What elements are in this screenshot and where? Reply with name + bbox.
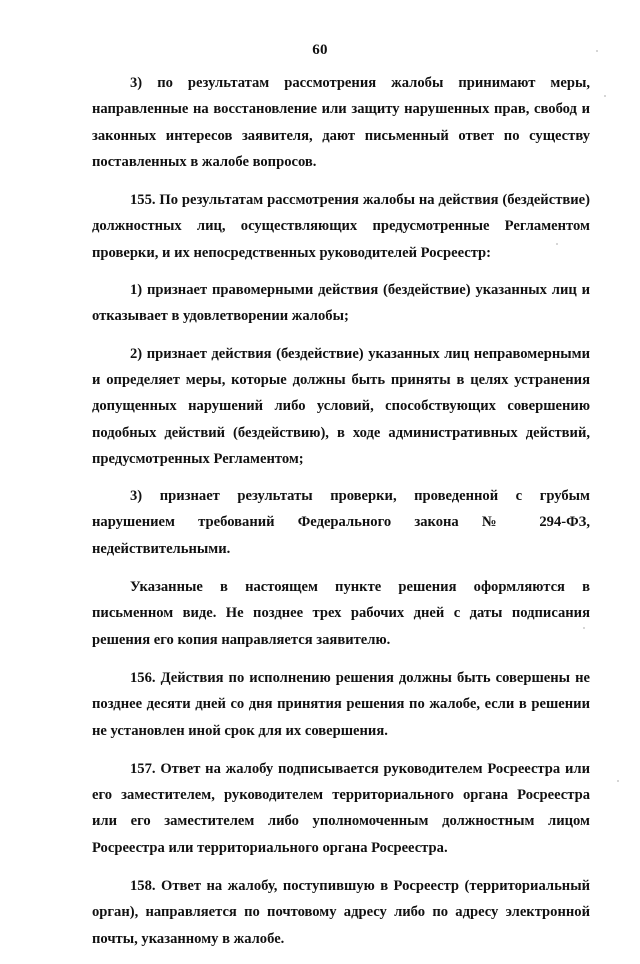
paragraph-155-item-3: 3) признает результаты проверки, проведенной с грубым нарушением требований Федерального закона № 294-ФЗ, недействительными. <box>92 488 590 557</box>
scan-speck <box>604 95 606 97</box>
paragraph-155: 155. По результатам рассмотрения жалобы на действия (бездействие) должностных лиц, осуществляющих предусмотренные Регламентом проверки, и их непосредственных руководителей Росреестр: <box>92 192 590 261</box>
paragraph-3-measures: 3) по результатам рассмотрения жалобы принимают меры, направленные на восстановление или защиту нарушенных прав, свобод и законных интересов заявителя, дают письменный ответ по существу поставленных в жалобе вопросов. <box>92 75 590 170</box>
page-number: 60 <box>312 42 328 58</box>
scan-speck <box>583 627 585 629</box>
scan-speck <box>556 243 558 245</box>
document-body <box>92 70 590 964</box>
paragraph-157: 157. Ответ на жалобу подписывается руководителем Росреестра или его заместителем, руководителем территориального органа Росреестра или его заместителем либо уполномоченным должностным лицом Росреестра или территориального органа Росреестра. <box>92 760 590 856</box>
scan-speck <box>617 780 619 782</box>
paragraph-155-item-2: 2) признает действия (бездействие) указанных лиц неправомерными и определяет меры, которые должны быть приняты в целях устранения допущенных нарушений либо условий, способствующих совершению подобных действий (бездействию), в ходе административных действий, предусмотренных Регламентом; <box>92 345 590 467</box>
paragraph-155-item-1: 1) признает правомерными действия (бездействие) указанных лиц и отказывает в удовлетворении жалобы; <box>92 282 590 325</box>
scan-speck <box>596 50 598 52</box>
paragraph-decisions-form: Указанные в настоящем пункте решения оформляются в письменном виде. Не позднее трех рабочих дней с даты подписания решения его копия направляется заявителю. <box>92 579 590 648</box>
paragraph-156: 156. Действия по исполнению решения должны быть совершены не позднее десяти дней со дня принятия решения по жалобе, если в решении не установлен иной срок для их совершения. <box>92 669 590 739</box>
paragraph-158: 158. Ответ на жалобу, поступившую в Росреестр (территориальный орган), направляется по почтовому адресу либо по адресу электронной почты, указанному в жалобе. <box>92 878 590 947</box>
